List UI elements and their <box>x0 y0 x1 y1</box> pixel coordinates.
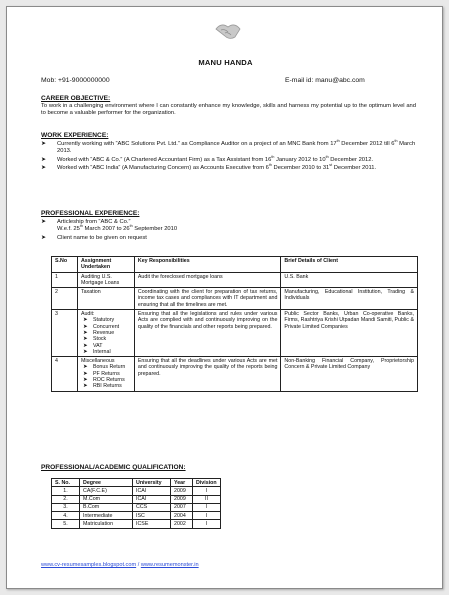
articleship-item: ➤ Articleship from “ABC & Co.” W.e.f. 25th March 2007 to 26th September 2010 <box>41 219 178 233</box>
serial-number-cell: 1 <box>52 272 78 288</box>
arrow-bullet-icon: ➤ <box>41 219 47 225</box>
serial-number-cell: 2. <box>52 495 80 503</box>
career-objective-heading: CAREER OBJECTIVE: <box>41 95 111 102</box>
table-row <box>52 512 221 520</box>
serial-number-cell: 4. <box>52 512 80 520</box>
assignment-title: Miscellaneous <box>80 358 115 365</box>
arrow-bullet-icon: ➤ <box>82 317 88 324</box>
division-cell: I <box>193 503 221 511</box>
degree-cell: B.Com <box>80 503 133 511</box>
degree-cell: Matriculation <box>80 520 133 528</box>
division-cell: II <box>193 495 221 503</box>
assignment-sublist <box>81 317 131 355</box>
university-cell: ISC <box>133 512 171 520</box>
university-cell: ICAI <box>133 487 171 495</box>
assignment-title: Audit: <box>80 311 95 318</box>
client-cell: U.S. Bank <box>281 272 418 288</box>
list-item: ➤ Statutory <box>82 317 115 324</box>
arrow-bullet-icon: ➤ <box>82 364 88 371</box>
responsibility-cell: Ensuring that all the deadlines under various Acts are met and continuously improving the quality of the reports being prepared. <box>134 357 281 391</box>
table-header-row <box>52 479 221 487</box>
university-cell: CCS <box>133 503 171 511</box>
degree-cell: CA(F.C.E) <box>80 487 133 495</box>
resumemonster-link[interactable]: www.resumemonster.in <box>140 562 199 568</box>
column-header: Year <box>171 479 193 487</box>
list-item: ➤ Bonus Return <box>82 364 126 371</box>
table-row <box>52 487 221 495</box>
responsibility-cell: Coordinating with the client for preparation of tax returns, income tax cases and compliances with IT department and ensuring that all the timelines are met. <box>134 288 281 310</box>
column-header: Degree <box>80 479 133 487</box>
table-row <box>52 288 418 310</box>
handshake-logo-icon <box>213 17 243 43</box>
serial-number-cell: 4 <box>52 357 78 391</box>
footer-separator: / <box>136 562 141 568</box>
assignment-cell <box>77 357 134 391</box>
client-cell: Public Sector Banks, Urban Co-operative Banks, Firms, Rashtriya Krishi Utpadan Mandi Samiti, Public & Private Limited Companies <box>281 310 418 357</box>
email-address: E-mail id: manu@abc.com <box>285 77 365 84</box>
year-cell: 2009 <box>171 487 193 495</box>
serial-number-cell: 1. <box>52 487 80 495</box>
column-header: Brief Details of Client <box>281 257 418 273</box>
list-item: ➤ PF Returns <box>82 370 120 377</box>
professional-experience-table <box>51 256 418 392</box>
serial-number-cell: 5. <box>52 520 80 528</box>
list-item: ➤ Concurrent <box>82 323 120 330</box>
assignment-cell: Taxation <box>77 288 134 310</box>
table-row <box>52 357 418 391</box>
list-item: ➤ Revenue <box>82 329 115 336</box>
arrow-bullet-icon: ➤ <box>82 329 88 336</box>
assignment-cell: Auditing U.S. Mortgage Loans <box>77 272 134 288</box>
table-row <box>52 520 221 528</box>
assignment-sublist <box>81 364 131 389</box>
arrow-bullet-icon: ➤ <box>82 336 88 343</box>
university-cell: ICSE <box>133 520 171 528</box>
qualification-table <box>51 478 221 529</box>
degree-cell: Intermediate <box>80 512 133 520</box>
list-item: ➤ ROC Returns <box>82 377 125 384</box>
qualification-heading: PROFESSIONAL/ACADEMIC QUALIFICATION: <box>41 464 186 471</box>
arrow-bullet-icon: ➤ <box>82 342 88 349</box>
career-objective-text: To work in a challenging environment where I can constantly enhance my knowledge, skills and harness my potential up to the optimum level and to become a valuable performer for the organization. <box>41 103 416 117</box>
year-cell: 2002 <box>171 520 193 528</box>
client-cell: Manufacturing, Educational Institution, Trading & Individuals <box>281 288 418 310</box>
column-header: S. No. <box>52 479 80 487</box>
serial-number-cell: 2 <box>52 288 78 310</box>
blogspot-link[interactable]: www.cv-resumesamples.blogspot.com <box>41 562 137 568</box>
responsibility-cell: Audit the foreclosed mortgage loans <box>134 272 281 288</box>
client-note-item: ➤ Client name to be given on request <box>41 234 147 241</box>
work-experience-item: ➤ Worked with “ABC & Co.” (A Chartered Accountant Firm) as a Tax Assistant from 16th January 2012 to 10th December 2012. <box>41 154 374 163</box>
arrow-bullet-icon: ➤ <box>82 383 88 390</box>
division-cell: I <box>193 487 221 495</box>
column-header: Division <box>193 479 221 487</box>
year-cell: 2009 <box>171 495 193 503</box>
assignment-cell <box>77 310 134 357</box>
division-cell: I <box>193 520 221 528</box>
column-header: Key Responsibilities <box>134 257 281 273</box>
articleship-list <box>41 219 419 243</box>
work-experience-list <box>41 141 419 174</box>
table-row <box>52 310 418 357</box>
table-row <box>52 503 221 511</box>
arrow-bullet-icon: ➤ <box>82 348 88 355</box>
column-header: S.No <box>52 257 78 273</box>
list-item: ➤ Internal <box>82 348 111 355</box>
table-row <box>52 495 221 503</box>
client-cell: Non-Banking Financial Company, Proprietorship Concern & Private Limited Company <box>281 357 418 391</box>
candidate-name: MANU HANDA <box>198 58 253 67</box>
professional-experience-heading: PROFESSIONAL EXPERIENCE: <box>41 210 140 217</box>
arrow-bullet-icon: ➤ <box>41 156 47 163</box>
division-cell: I <box>193 512 221 520</box>
arrow-bullet-icon: ➤ <box>82 377 88 384</box>
year-cell: 2007 <box>171 503 193 511</box>
work-experience-item: ➤ Worked with “ABC India” (A Manufacturing Concern) as Accounts Executive from 6th December 2010 to 31st December 2011. <box>41 163 377 172</box>
work-experience-item: ➤ Currently working with “ABC Solutions Pvt. Ltd.” as Compliance Auditor on a project of an MNC Bank from 17th December 2012 till 6th March 2013. <box>41 139 416 155</box>
university-cell: ICAI <box>133 495 171 503</box>
list-item: ➤ Stock <box>82 336 107 343</box>
mobile-number: Mob: +91-9000000000 <box>41 77 110 84</box>
responsibility-cell: Ensuring that all the legislations and rules under various Acts are complied with and continuously improving on the quality of the financials and other reports being prepared. <box>134 310 281 357</box>
list-item: ➤ RBI Returns <box>82 383 122 390</box>
column-header: Assignment Undertaken <box>77 257 134 273</box>
table-row <box>52 272 418 288</box>
footer-links <box>41 562 199 568</box>
serial-number-cell: 3 <box>52 310 78 357</box>
degree-cell: M.Com <box>80 495 133 503</box>
list-item: ➤ VAT <box>82 342 103 349</box>
resume-page <box>6 6 443 589</box>
work-experience-heading: WORK EXPERIENCE: <box>41 132 109 139</box>
year-cell: 2004 <box>171 512 193 520</box>
arrow-bullet-icon: ➤ <box>41 234 47 241</box>
arrow-bullet-icon: ➤ <box>41 141 47 147</box>
table-header-row <box>52 257 418 273</box>
arrow-bullet-icon: ➤ <box>82 323 88 330</box>
serial-number-cell: 3. <box>52 503 80 511</box>
arrow-bullet-icon: ➤ <box>82 370 88 377</box>
column-header: University <box>133 479 171 487</box>
arrow-bullet-icon: ➤ <box>41 165 47 172</box>
